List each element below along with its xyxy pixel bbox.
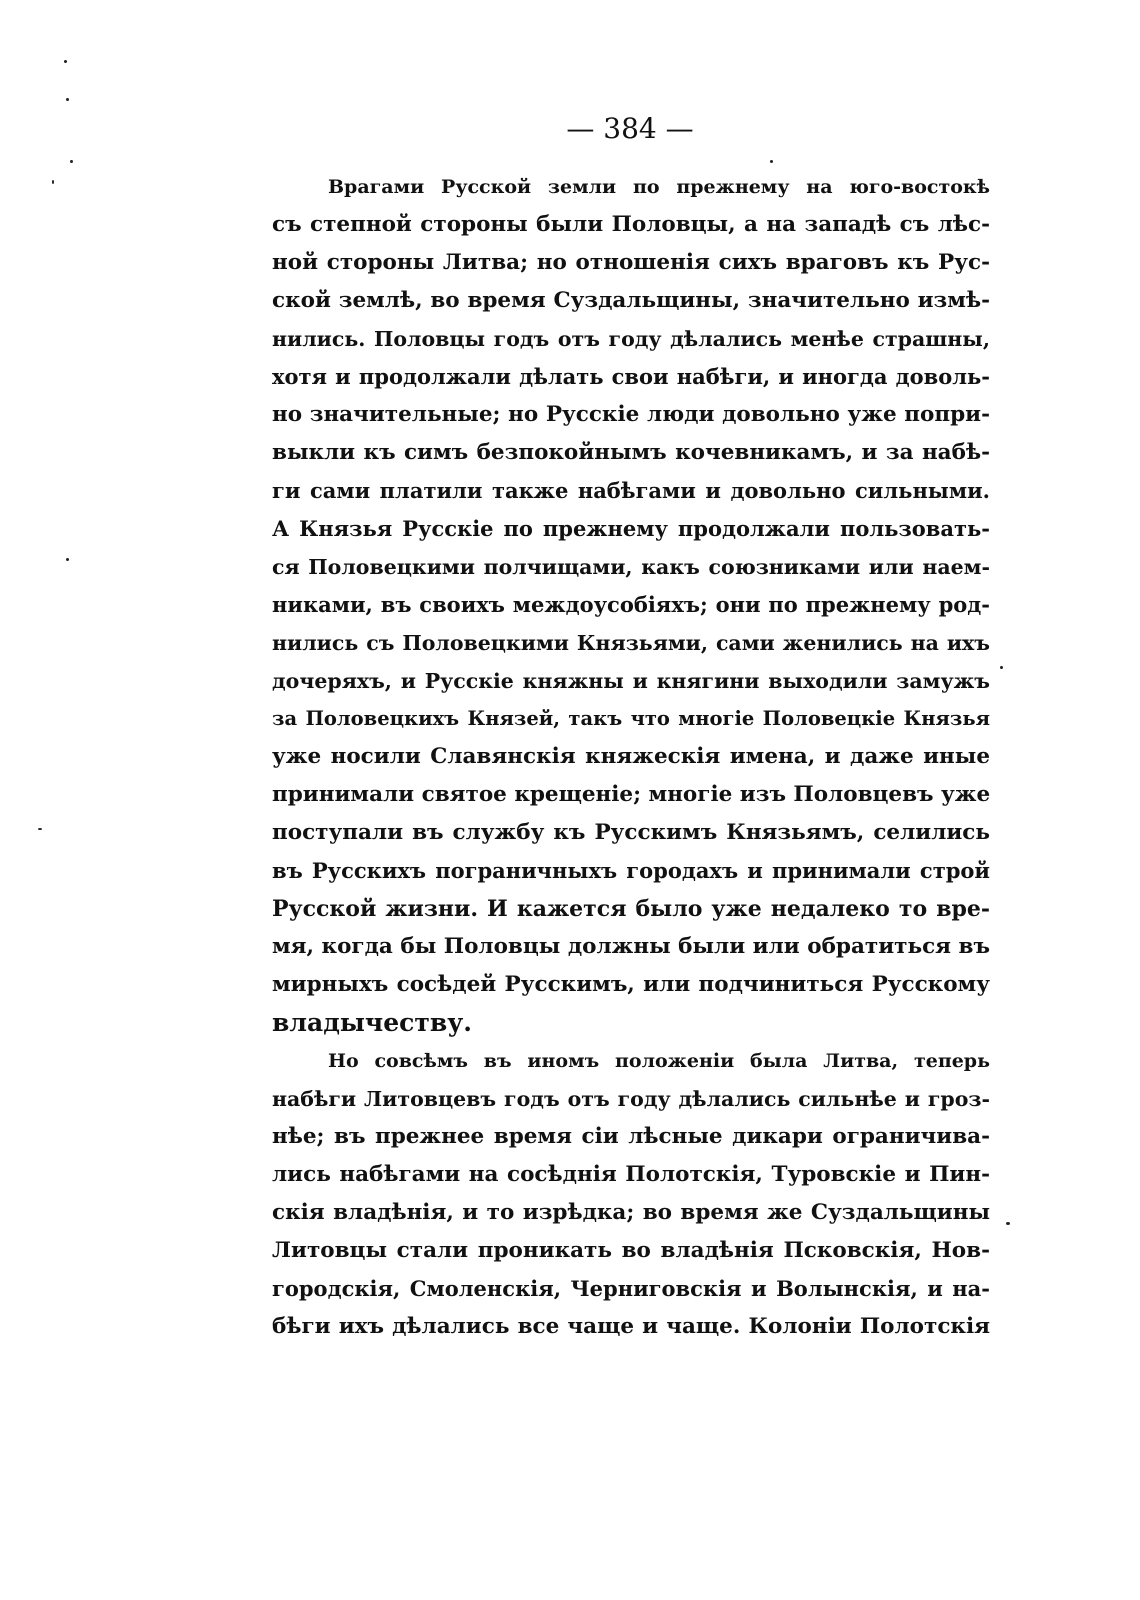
text-line: выкли къ симъ безпокойнымъ кочевникамъ, и за набѣ-: [272, 440, 990, 465]
text-line: набѣги Литовцевъ годъ отъ году дѣлались сильнѣе и гроз-: [272, 1087, 990, 1111]
text-line: ся Половецкими полчищами, какъ союзниками или наем-: [272, 555, 990, 579]
text-line: лись набѣгами на сосѣднія Полотскія, Туровскіе и Пин-: [272, 1162, 990, 1187]
text-line: въ Русскихъ пограничныхъ городахъ и принимали строй: [272, 858, 990, 883]
text-line: мирныхъ сосѣдей Русскимъ, или подчиниться Русскому: [272, 972, 990, 997]
text-line: скія владѣнія, и то изрѣдка; во время же Суздальщины: [272, 1200, 990, 1225]
text-line: мя, когда бы Половцы должны были или обратиться въ: [272, 934, 990, 959]
text-line: Врагами Русской земли по прежнему на юго-востокѣ: [328, 176, 990, 198]
print-speck: [52, 180, 54, 184]
text-line: Но совсѣмъ въ иномъ положеніи была Литва, теперь: [328, 1050, 990, 1072]
text-line: бѣги ихъ дѣлались все чаще и чаще. Колоніи Полотскія: [272, 1314, 990, 1339]
print-speck: [66, 558, 69, 561]
text-line: Литовцы стали проникать во владѣнія Псковскія, Нов-: [272, 1238, 990, 1263]
text-line: уже носили Славянскія княжескія имена, и даже иные: [272, 744, 990, 769]
text-line: ной стороны Литва; но отношенія сихъ враговъ къ Рус-: [272, 250, 990, 275]
print-speck: [1000, 666, 1003, 669]
print-speck: [64, 60, 67, 63]
text-line: А Князья Русскіе по прежнему продолжали пользовать-: [272, 516, 990, 541]
print-speck: [1006, 1222, 1010, 1225]
text-line: Русской жизни. И кажется было уже недалеко то вре-: [272, 896, 990, 922]
text-line: владычеству.: [272, 1008, 472, 1037]
text-line: ской землѣ, во время Суздальщины, значительно измѣ-: [272, 288, 990, 313]
text-line: ги сами платили также набѣгами и довольно сильными.: [272, 478, 990, 503]
print-speck: [38, 828, 42, 830]
paragraph-1: [272, 168, 990, 1042]
text-line: нились съ Половецкими Князьями, сами женились на ихъ: [272, 631, 990, 655]
text-line: нѣе; въ прежнее время сіи лѣсные дикари ограничива-: [272, 1124, 990, 1149]
paragraph-2: [272, 1042, 990, 1346]
text-line: за Половецкихъ Князей, такъ что многіе Половецкіе Князья: [272, 707, 990, 730]
text-line: хотя и продолжали дѣлать свои набѣги, и иногда доволь-: [272, 364, 990, 389]
print-speck: [66, 98, 69, 101]
text-line: но значительные; но Русскіе люди довольно уже попри-: [272, 402, 990, 427]
text-line: никами, въ своихъ междоусобіяхъ; они по прежнему род-: [272, 592, 990, 617]
text-line: нились. Половцы годъ отъ году дѣлались менѣе страшны,: [272, 327, 990, 351]
page-number: — 384 —: [566, 112, 694, 145]
text-column: [272, 168, 990, 1346]
text-line: дочеряхъ, и Русскіе княжны и княгини выходили замужъ: [272, 669, 990, 693]
text-line: городскія, Смоленскія, Черниговскія и Волынскія, и на-: [272, 1276, 990, 1301]
text-line: принимали святое крещеніе; многіе изъ Половцевъ уже: [272, 782, 991, 807]
print-speck: [70, 160, 73, 163]
text-line: поступали въ службу къ Русскимъ Князьямъ, селились: [272, 820, 990, 845]
text-line: съ степной стороны были Половцы, а на западѣ съ лѣс-: [272, 212, 990, 237]
print-speck: [770, 160, 773, 163]
